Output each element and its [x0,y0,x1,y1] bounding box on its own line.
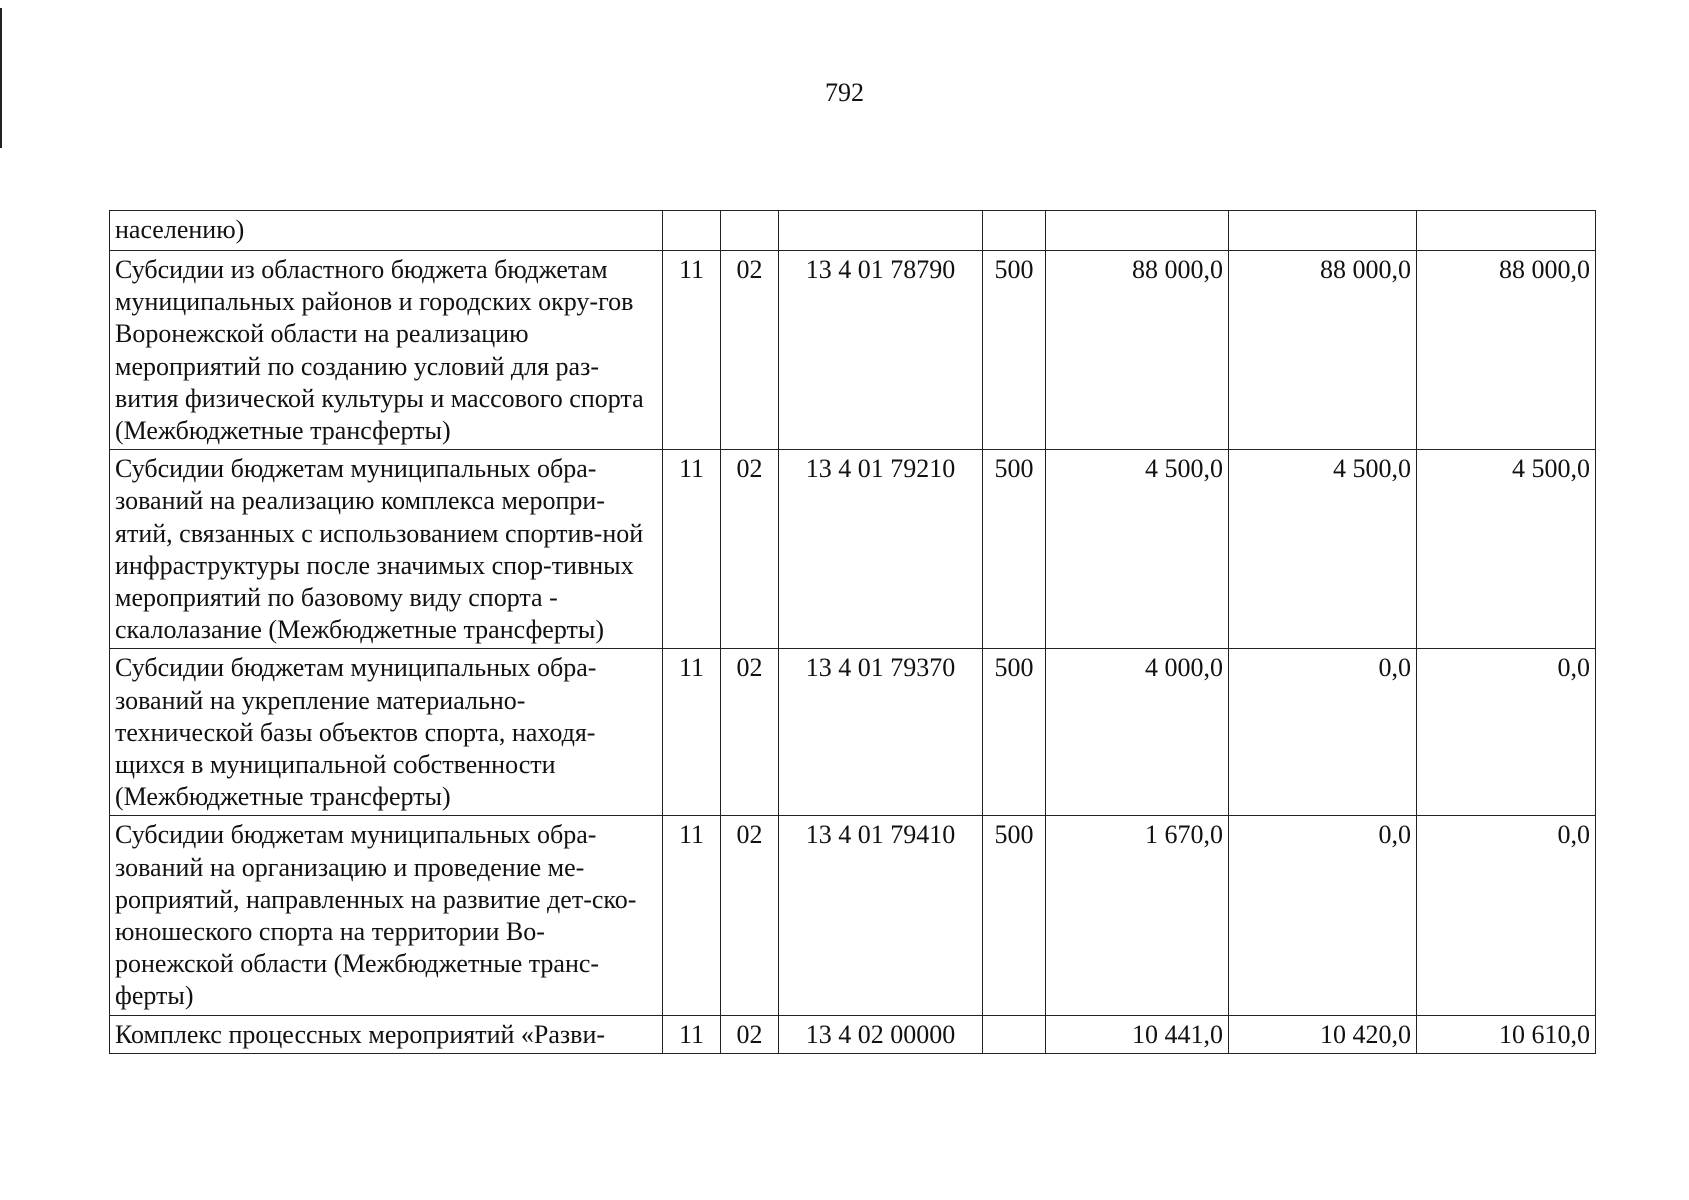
budget-table [109,210,1596,1054]
amount-cell: 88 000,0 [1229,251,1417,450]
amount-cell: 88 000,0 [1417,251,1596,450]
expense-type-cell: 500 [983,649,1046,816]
target-article-cell [779,211,983,251]
amount-cell [1229,211,1417,251]
section-code-cell: 11 [663,649,721,816]
section-code-cell: 11 [663,1015,721,1053]
table-row [110,1015,1596,1053]
subsection-code-cell: 02 [721,649,779,816]
page-number: 792 [825,78,864,107]
subsection-code-cell: 02 [721,251,779,450]
row-name-cell: Субсидии бюджетам муниципальных обра-зований на реализацию комплекса меропри-ятий, связанных с использованием спортив-ной инфраструктуры после значимых спор-тивных мероприятий по базовому виду спорта - скалолазание (Межбюджетные трансферты) [110,450,663,649]
row-name-cell: населению) [110,211,663,251]
subsection-code-cell: 02 [721,450,779,649]
target-article-cell: 13 4 01 79210 [779,450,983,649]
row-name-cell: Комплекс процессных мероприятий «Разви- [110,1015,663,1053]
table-row [110,649,1596,816]
target-article-cell: 13 4 02 00000 [779,1015,983,1053]
expense-type-cell [983,1015,1046,1053]
amount-cell: 10 420,0 [1229,1015,1417,1053]
subsection-code-cell: 02 [721,1015,779,1053]
expense-type-cell: 500 [983,450,1046,649]
amount-cell [1417,211,1596,251]
expense-type-cell: 500 [983,251,1046,450]
amount-cell: 0,0 [1417,816,1596,1015]
amount-cell: 1 670,0 [1046,816,1229,1015]
section-code-cell: 11 [663,450,721,649]
amount-cell: 0,0 [1417,649,1596,816]
subsection-code-cell: 02 [721,816,779,1015]
expense-type-cell: 500 [983,816,1046,1015]
subsection-code-cell [721,211,779,251]
target-article-cell: 13 4 01 78790 [779,251,983,450]
amount-cell: 10 441,0 [1046,1015,1229,1053]
section-code-cell [663,211,721,251]
amount-cell: 4 500,0 [1046,450,1229,649]
table-row [110,450,1596,649]
amount-cell: 10 610,0 [1417,1015,1596,1053]
target-article-cell: 13 4 01 79410 [779,816,983,1015]
expense-type-cell [983,211,1046,251]
amount-cell: 4 500,0 [1417,450,1596,649]
table-row [110,211,1596,251]
amount-cell [1046,211,1229,251]
amount-cell: 4 000,0 [1046,649,1229,816]
target-article-cell: 13 4 01 79370 [779,649,983,816]
amount-cell: 88 000,0 [1046,251,1229,450]
row-name-cell: Субсидии бюджетам муниципальных обра-зований на укрепление материально-технической базы объектов спорта, находя-щихся в муниципальной собственности (Межбюджетные трансферты) [110,649,663,816]
amount-cell: 0,0 [1229,649,1417,816]
row-name-cell: Субсидии из областного бюджета бюджетам муниципальных районов и городских окру-гов Воронежской области на реализацию мероприятий по созданию условий для раз-вития физической культуры и массового спорта (Межбюджетные трансферты) [110,251,663,450]
table-row [110,816,1596,1015]
amount-cell: 4 500,0 [1229,450,1417,649]
section-code-cell: 11 [663,251,721,450]
table-row [110,251,1596,450]
section-code-cell: 11 [663,816,721,1015]
row-name-cell: Субсидии бюджетам муниципальных обра-зований на организацию и проведение ме-роприятий, направленных на развитие дет-ско-юношеского спорта на территории Во-ронежской области (Межбюджетные транс-ферты) [110,816,663,1015]
amount-cell: 0,0 [1229,816,1417,1015]
